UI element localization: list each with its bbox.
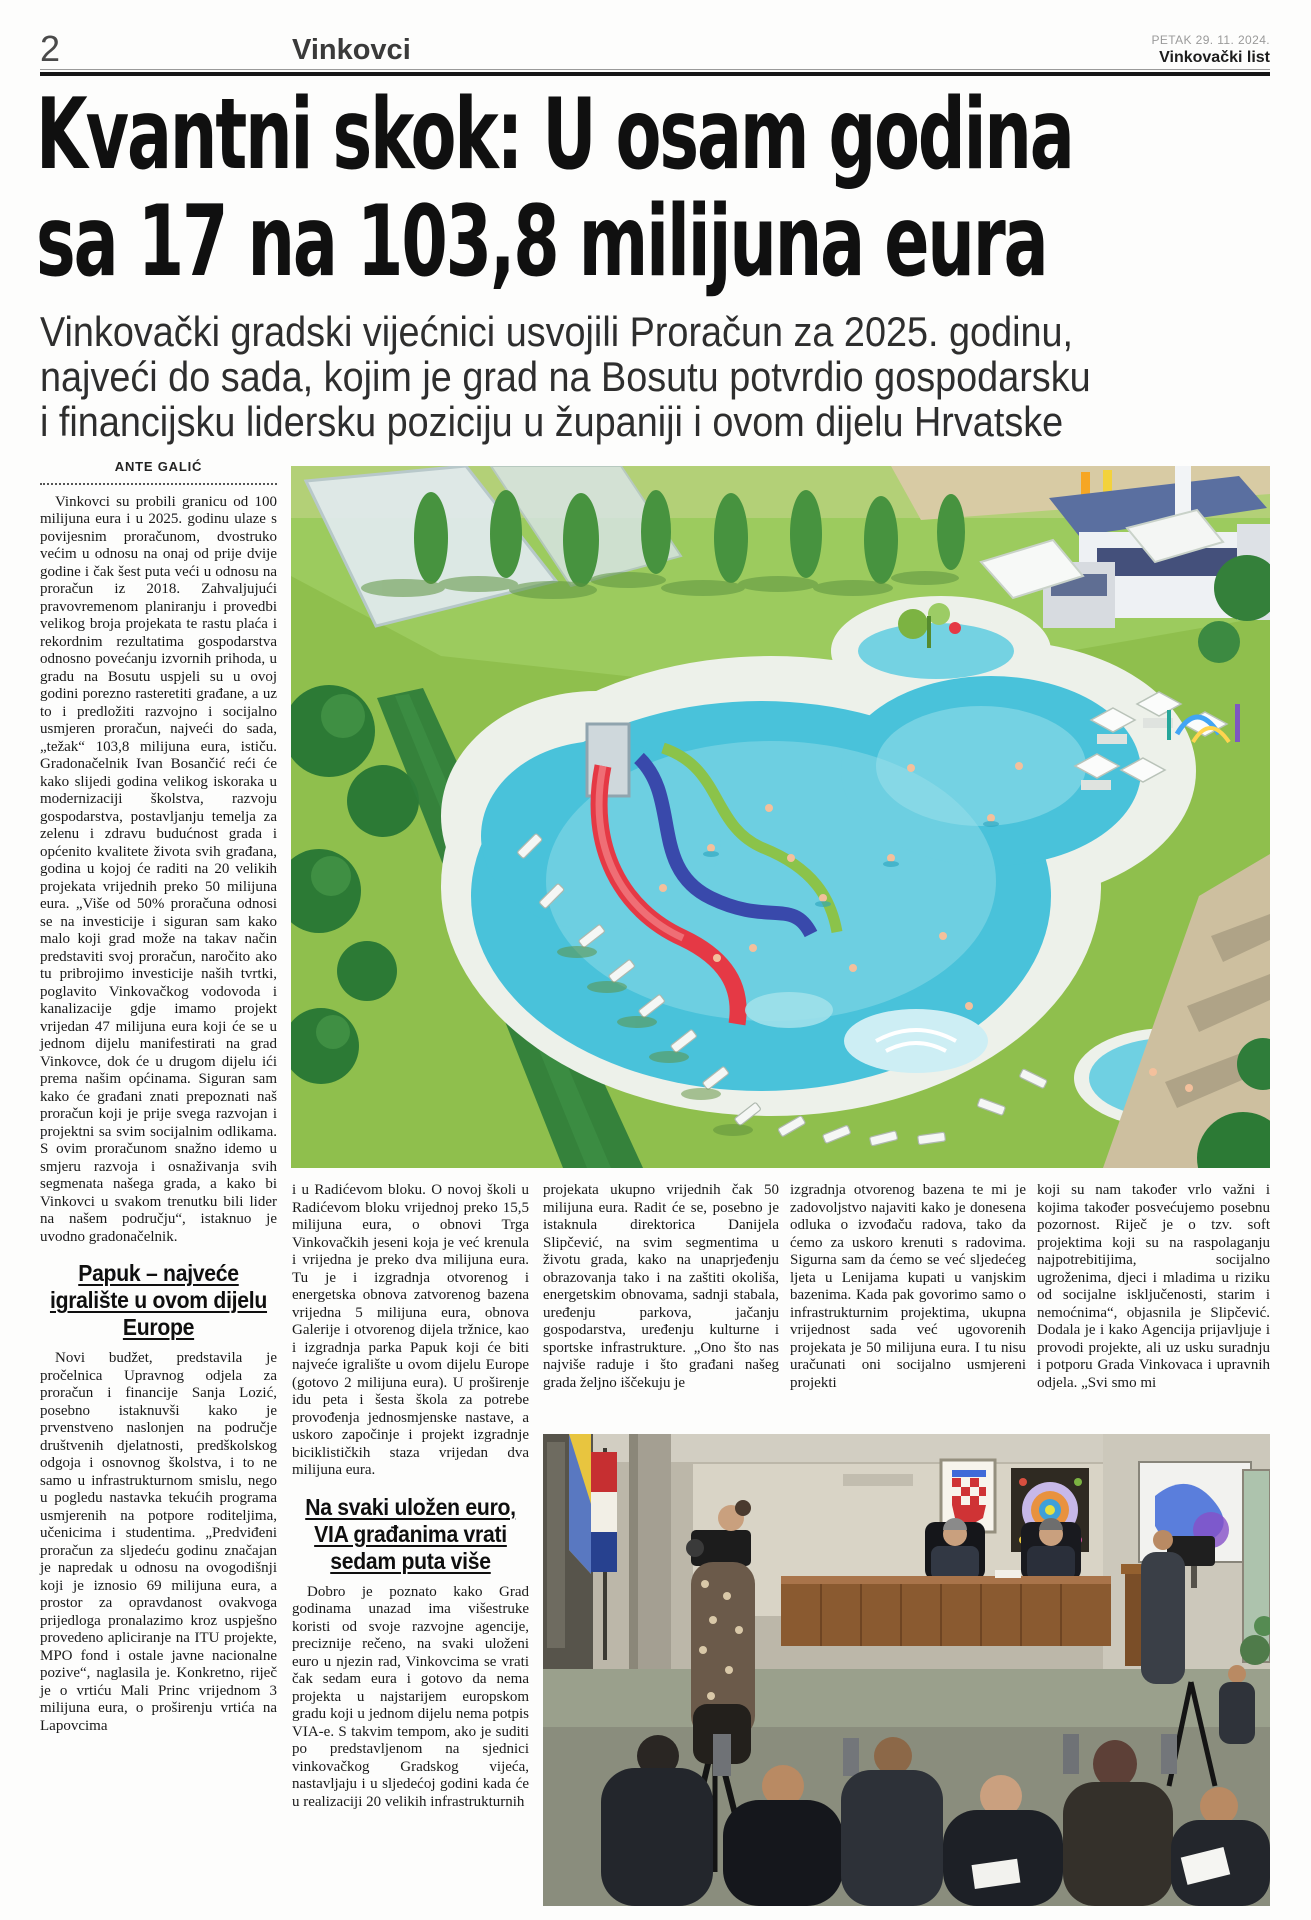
body-paragraph: Vinkovci su probili granicu od 100 milijuna eura i u 2025. godinu ulaze s povijesnim proračunom, dvostruko većim u odnosu na onaj od prije dvije godine i čak šest puta veći u odnosu na proračun iz 2018. Zahvaljujući pravovremenom planiranju i provedbi velikog broja projekata te rastu plaća i rekordnim rezultatima gospodarstva odnosno povećanju izvornih prihoda, u gradu na Bosutu uspjeli su u ovoj godini porezno rasteretiti građane, a uz to i predložiti razvojno i socijalno usmjeren proračun, najveći do sada, „težak“ 103,8 milijuna eura, ističu. Gradonačelnik Ivan Bosančić reći će kako slijedi godina velikog iskoraka u modernizaciji školstva, razvoju gospodarstva, postavljanju temelja za zelenu i zdravu budućnost grada i općenito kvalitete života svih građana, godina u kojoj će raditi na 20 velikih projekata vrijednih preko 50 milijuna eura. „Više od 50% proračuna odnosi se na investicije i siguran sam kako malo koji grad može na takav način predstaviti svoj proračun, naročito ako tu pribrojimo investicije naših tvrtki, poglavito Vinkovačkog vodovoda i kanalizacije gdje imamo projekt vrijedan 47 milijuna eura koji će se u jednom dijelu manifestirati na grad Vinkovce, dok će u drugom dijelu ići prema našim općinama. Siguran sam kako će građani znati prepoznati naš proračun koji je prije svega razvojan i projektni sa svim socijalnim odlikama. S ovim proračunom snažno idemo u smjeru razvoja i osnaživanja svih segmenata našega grada, a kako bi Vinkovci u svakom trenutku bili lider na našem području“, istaknuo je uvodno gradonačelnik. [40,493,277,1245]
column-2 [292,1182,529,1811]
column-3 [543,1182,779,1392]
byline-rule [40,483,277,485]
body-paragraph: Dobro je poznato kako Grad godinama unazad ima višestruke koristi od svoje razvojne agencije, preciznije rečeno, na svaki uloženi euro u njezin rad, Vinkovcima se vrati čak sedam eura i gotovo da nema projekta u najstarijem europskom gradu koji u jednom dijelu nema potpis VIA-e. S takvim tempom, ako je suditi po predstavljenom na sjednici vinkovačkog Gradskog vijeća, nastavljaju i u sljedećoj godini kada će u realizaciji 20 velikih infrastrukturnih [292,1583,529,1810]
headline-line-2: sa 17 na 103,8 milijuna eura [36,185,1047,299]
main-headline [36,78,1306,299]
crosshead-papuk: Papuk – najveće igralište u ovom dijelu Europe [49,1260,268,1340]
section-title: Vinkovci [292,34,411,66]
headline-line-1: Kvantni skok: U osam godina [36,78,1073,192]
press-conference-graphic [543,1434,1270,1906]
crosshead-via: Na svaki uložen euro, VIA građanima vrati sedam puta više [305,1493,516,1574]
issue-date: PETAK 29. 11. 2024. [1151,33,1270,47]
deck-line-3: i financijsku lidersku poziciju u županiji i ovom dijelu Hrvatske [40,398,1064,445]
header-rule-thick [40,72,1270,76]
byline: ANTE GALIĆ [114,459,203,474]
masthead-name: Vinkovački list [1159,49,1270,66]
deck [40,309,1310,444]
page-number: 2 [40,28,61,69]
body-paragraph: i u Radićevom bloku. O novoj školi u Radićevom bloku vrijednoj preko 15,5 milijuna eura, o obnovi Trga Vinkovačkih jeseni koja je već krenula i vrijedna je preko dva milijuna eura. Tu je i izgradnja otvorenog i energetska obnova zatvorenog bazena vrijedna 5 milijuna eura, obnova Galerije i otvorenog dijela tržnice, kao i izgradnja parka Papuk koji će biti najveće igralište u ovom dijelu Europe (gotovo 2 milijuna eura). U proširenje idu peta i šesta škola za potrebe provođenja jednosmjenske nastave, a uskoro započinje i projekt izgradnje biciklističkih staza vrijedan dva milijuna eura. [292,1182,529,1478]
pool-steps [844,1009,988,1073]
body-paragraph: Novi budžet, predstavila je pročelnica Upravnog odjela za proračun i financije Sanja Lozić, posebno istaknuvši kako je prvenstveno naslonjen na područje društvenih djelatnosti, predškolskog odgoja i osnovnog školstva, i to ne samo u infrastrukturnom smislu, nego u pogledu nastavka tekućih programa usmjerenih na potpore roditeljima, učenicima i studentima. „Predviđeni proračun za sljedeću godinu značajan je napredak u odnosu na ovogodišnji koji je iznosio 69 milijuna eura, a prostor za opravdanost ovakvoga prijedloga pronalazimo kroz uspješno provedeno apliciranje na ITU projekte, MPO fond i ostale javne nacionalne pozive“, naglasila je. Konkretno, riječ je o vrtiću Mali Princ vrijednom 3 milijuna eura, o proširenju vrtića na Lapovcima [40,1350,277,1734]
deck-line-2: najveći do sada, kojim je grad na Bosutu potvrdio gospodarsku [40,353,1091,400]
aquapark-render-graphic [291,466,1270,1168]
column-1 [40,458,277,1735]
body-paragraph: izgradnja otvorenog bazena te mi je zadovoljstvo najaviti kako je donesena odluka o izvođaču radova, tako da ćemo za uskoro krenuti s radovima. Sigurna sam da ćemo se već sljedećeg ljeta u Lenijama kupati u vanjskim bazenima. Kada pak govorimo samo o infrastrukturnim projektima, ukupna vrijednost sada već ugovorenih projekata je 50 milijuna eura. I tu nisu uračunati oni socijalno usmjereni projekti [790,1182,1026,1391]
masthead-block [960,33,1270,67]
column-4 [790,1182,1026,1392]
press-conference-photo [543,1434,1270,1906]
header-rule-thin [40,69,1270,70]
deck-line-1: Vinkovački gradski vijećnici usvojili Proračun za 2025. godinu, [40,308,1074,355]
body-paragraph: projekata ukupno vrijednih čak 50 milijuna eura. Radit će se, posebno je istaknula direktorica Danijela Slipčević, na svim segmentima u životu grada, kako na unaprjeđenju obrazovanja tako i na zaštiti okoliša, energetskim obnovama, sadnji stabala, uređenju parkova, jačanju gospodarstva, uređenju kulturne i sportske infrastrukture. „Ono što nas najviše raduje i što građani našeg grada željno iščekuju je [543,1182,779,1391]
column-5 [1037,1182,1270,1392]
body-paragraph: koji su nam također vrlo važni i kojima također posvećujemo posebnu pozornost. Riječ je o tzv. soft projektima koji su na raspolaganju najpotrebitijima, socijalno ugroženima, djeci i mladima u riziku od socijalne isključenosti, starim i nemoćnima“, objasnila je Slipčević. Dodala je i kako Agencija prijavljuje i provodi projekte, ali uz usku suradnju i potporu Grada Vinkovaca i upravnih odjela. „Svi smo mi [1037,1182,1270,1391]
aquapark-render-image [291,466,1270,1168]
